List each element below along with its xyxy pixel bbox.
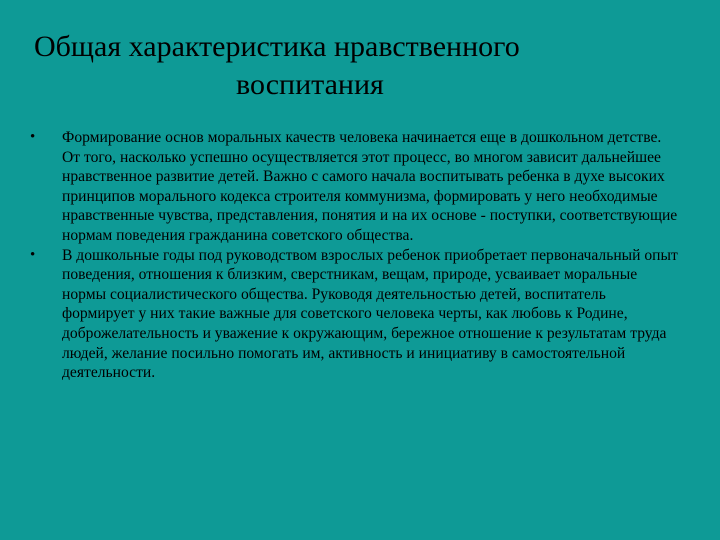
slide-title bbox=[34, 28, 684, 104]
bullet-dot-icon: • bbox=[30, 129, 36, 145]
bullet-text: Формирование основ моральных качеств человека начинается еще в дошкольном детстве. От того, насколько успешно осуществляется этот процесс, во многом зависит дальнейшее нравственное развитие детей. Важно с самого начала воспитывать ребенка в духе высоких принципов морального кодекса строителя коммунизма, формировать у него необходимые нравственные чувства, представления, понятия и на их основе - поступки, соответствующие нормам поведения гражданина советского общества. bbox=[62, 129, 678, 244]
bullet-item bbox=[30, 246, 680, 383]
bullet-list bbox=[30, 128, 680, 383]
bullet-item bbox=[30, 128, 680, 246]
bullet-dot-icon: • bbox=[30, 246, 36, 263]
title-line-1: Общая характеристика нравственного bbox=[34, 30, 520, 63]
title-line-2: воспитания bbox=[236, 68, 384, 101]
bullet-text: В дошкольные годы под руководством взрослых ребенок приобретает первоначальный опыт поведения, отношения к близким, сверстникам, вещам, природе, усваивает моральные нормы социалистического общества. Руководя деятельностью детей, воспитатель формирует у них такие важные для советского человека черты, как любовь к Родине, доброжелательность и уважение к окружающим, бережное отношение к результатам труда людей, желание посильно помогать им, активность и инициативу в самостоятельной деятельности. bbox=[62, 246, 678, 382]
